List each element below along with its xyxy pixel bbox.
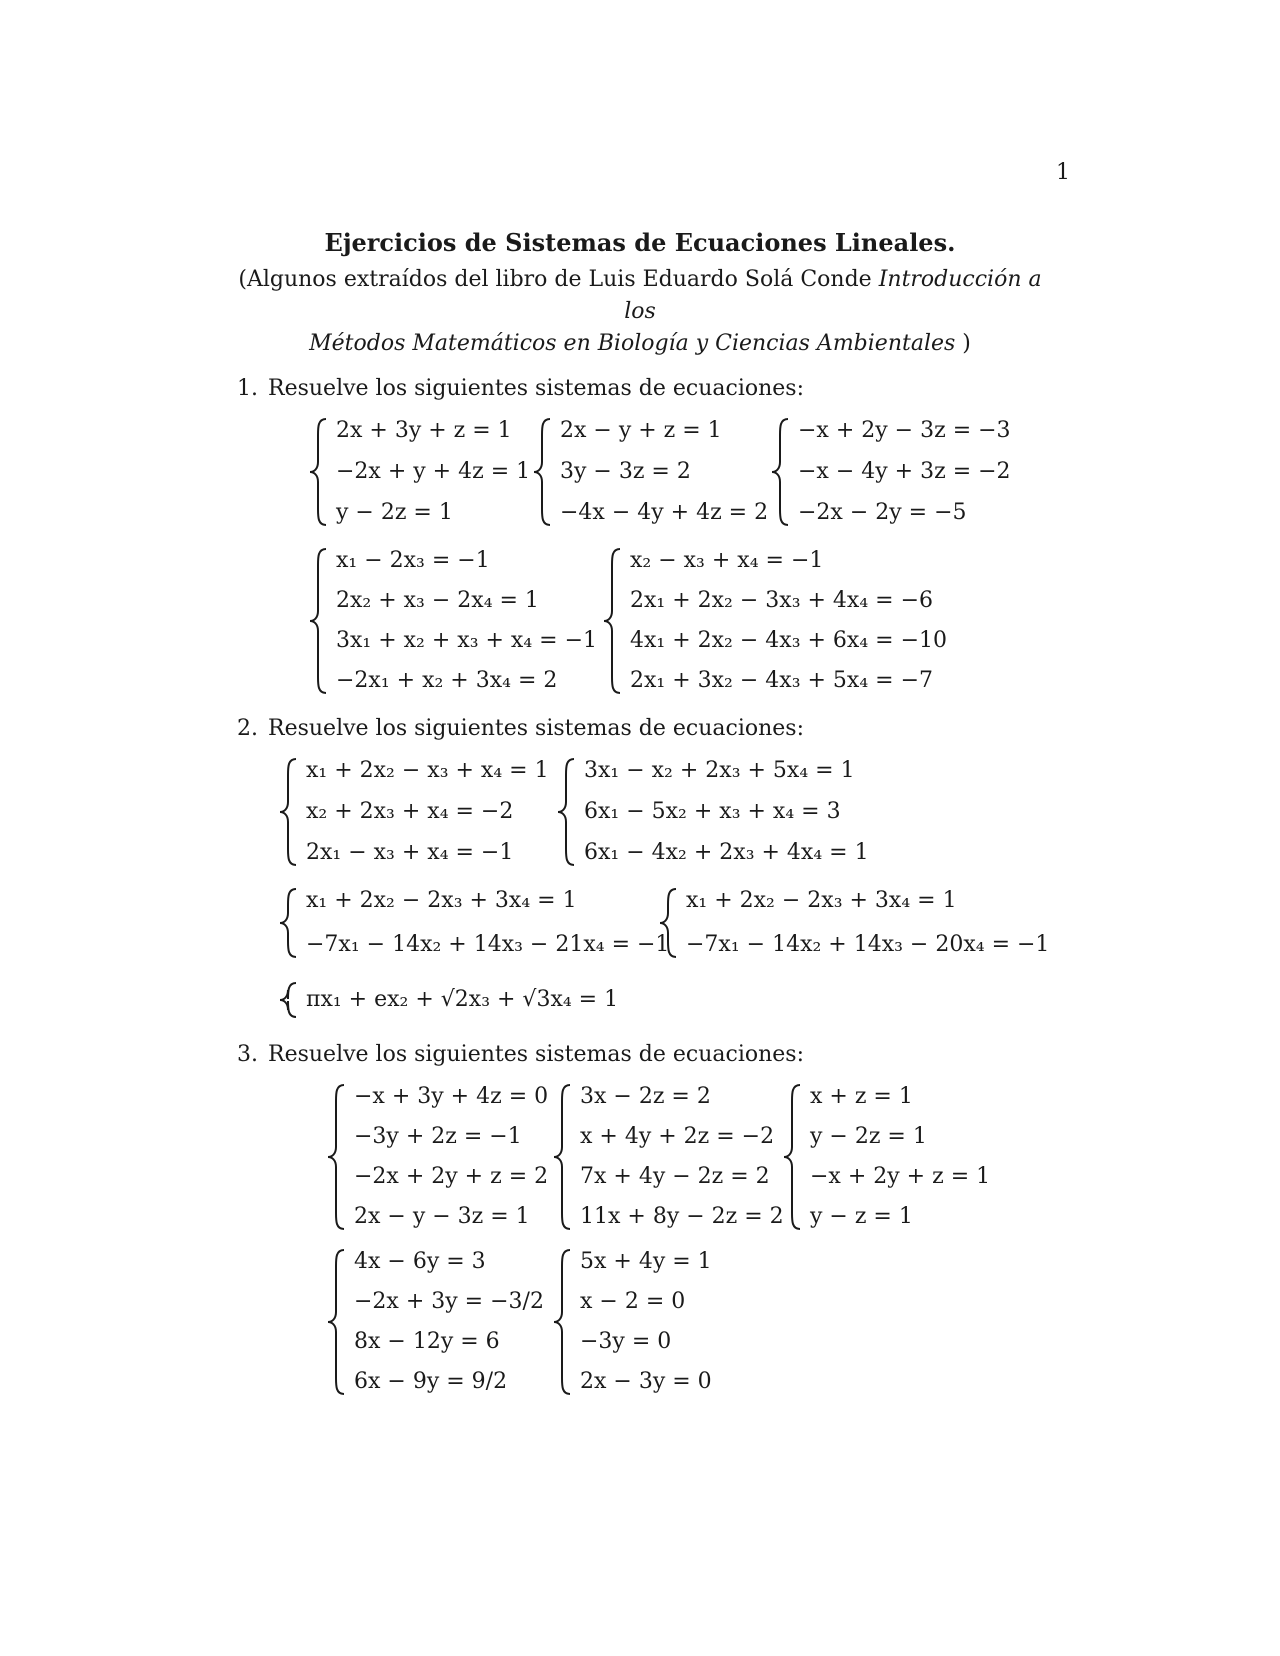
equation: x + 4y + 2z = −2 bbox=[580, 1124, 775, 1149]
equation-list bbox=[350, 1082, 548, 1232]
equation: −4x − 4y + 4z = 2 bbox=[560, 500, 769, 525]
equation-list bbox=[806, 1082, 990, 1232]
equation-list bbox=[302, 756, 549, 868]
equation-system bbox=[768, 416, 1011, 528]
equation-system bbox=[324, 1247, 544, 1397]
left-brace-icon bbox=[768, 416, 794, 528]
equation: 4x − 6y = 3 bbox=[354, 1249, 486, 1274]
exercise-number: 3. bbox=[237, 1042, 258, 1067]
equation-system bbox=[276, 756, 549, 868]
equation: 6x − 9y = 9/2 bbox=[354, 1369, 508, 1394]
equation: −7x₁ − 14x₂ + 14x₃ − 21x₄ = −1 bbox=[306, 932, 670, 957]
equation-list bbox=[576, 1082, 784, 1232]
equation: −3y + 2z = −1 bbox=[354, 1124, 522, 1149]
exercise-number: 1. bbox=[237, 376, 258, 401]
equation: −7x₁ − 14x₂ + 14x₃ − 20x₄ = −1 bbox=[686, 932, 1050, 957]
equation-system bbox=[530, 416, 768, 528]
equation: 3x₁ + x₂ + x₃ + x₄ = −1 bbox=[336, 628, 598, 653]
exercise-3-heading bbox=[237, 1042, 804, 1067]
equation: −x + 3y + 4z = 0 bbox=[354, 1084, 549, 1109]
equation: y − 2z = 1 bbox=[336, 500, 453, 525]
equation-system bbox=[780, 1082, 990, 1232]
equation: x − 2 = 0 bbox=[580, 1289, 686, 1314]
equation: 2x₁ − x₃ + x₄ = −1 bbox=[306, 840, 514, 865]
exercise-prompt: Resuelve los siguientes sistemas de ecuaciones: bbox=[268, 1042, 805, 1067]
left-brace-icon bbox=[276, 756, 302, 868]
equation-system bbox=[550, 1082, 784, 1232]
equation: 3x₁ − x₂ + 2x₃ + 5x₄ = 1 bbox=[584, 758, 855, 783]
equation: 6x₁ − 4x₂ + 2x₃ + 4x₄ = 1 bbox=[584, 840, 869, 865]
equation-system bbox=[600, 546, 947, 696]
equation: −2x₁ + x₂ + 3x₄ = 2 bbox=[336, 668, 558, 693]
equation: −2x − 2y = −5 bbox=[798, 500, 967, 525]
left-brace-icon bbox=[306, 416, 332, 528]
equation: −2x + 3y = −3/2 bbox=[354, 1289, 544, 1314]
equation: y − 2z = 1 bbox=[810, 1124, 927, 1149]
equation: 2x₁ + 3x₂ − 4x₃ + 5x₄ = −7 bbox=[630, 668, 934, 693]
equation-system bbox=[276, 886, 669, 960]
exercise-prompt: Resuelve los siguientes sistemas de ecuaciones: bbox=[268, 716, 805, 741]
left-brace-icon bbox=[550, 1247, 576, 1397]
left-brace-icon bbox=[324, 1247, 350, 1397]
equation-list bbox=[580, 756, 869, 868]
page-number: 1 bbox=[1056, 160, 1070, 185]
equation-list bbox=[332, 546, 597, 696]
left-brace-icon bbox=[306, 546, 332, 696]
equation: x₁ + 2x₂ − 2x₃ + 3x₄ = 1 bbox=[306, 888, 577, 913]
equation: πx₁ + ex₂ + √2x₃ + √3x₄ = 1 bbox=[306, 987, 619, 1012]
left-brace-icon bbox=[324, 1082, 350, 1232]
equation: −x − 4y + 3z = −2 bbox=[798, 459, 1011, 484]
equation-list bbox=[682, 886, 1049, 960]
left-brace-icon bbox=[554, 756, 580, 868]
page-title: Ejercicios de Sistemas de Ecuaciones Lineales. bbox=[324, 228, 956, 257]
equation-system bbox=[324, 1082, 548, 1232]
equation: x₁ + 2x₂ − 2x₃ + 3x₄ = 1 bbox=[686, 888, 957, 913]
left-brace-icon bbox=[276, 980, 302, 1020]
equation-list bbox=[576, 1247, 712, 1397]
left-brace-icon bbox=[550, 1082, 576, 1232]
equation: x₁ − 2x₃ = −1 bbox=[336, 548, 490, 573]
equation-list bbox=[302, 886, 669, 960]
exercise-2-heading bbox=[237, 716, 804, 741]
subtitle bbox=[230, 264, 1050, 360]
equation: −3y = 0 bbox=[580, 1329, 672, 1354]
equation: x + z = 1 bbox=[810, 1084, 913, 1109]
equation-system bbox=[306, 546, 597, 696]
book-title-line-2: Métodos Matemáticos en Biología y Ciencias Ambientales bbox=[309, 331, 956, 356]
equation: −x + 2y − 3z = −3 bbox=[798, 418, 1011, 443]
left-brace-icon bbox=[656, 886, 682, 960]
equation-list bbox=[350, 1247, 544, 1397]
equation: −2x + y + 4z = 1 bbox=[336, 459, 531, 484]
equation: 2x₂ + x₃ − 2x₄ = 1 bbox=[336, 588, 539, 613]
equation: 11x + 8y − 2z = 2 bbox=[580, 1204, 784, 1229]
equation: 3x − 2z = 2 bbox=[580, 1084, 711, 1109]
equation: x₂ − x₃ + x₄ = −1 bbox=[630, 548, 824, 573]
equation: 2x + 3y + z = 1 bbox=[336, 418, 512, 443]
equation-list bbox=[332, 416, 530, 528]
equation: −x + 2y + z = 1 bbox=[810, 1164, 991, 1189]
exercise-1-heading bbox=[237, 376, 804, 401]
equation-system bbox=[550, 1247, 712, 1397]
equation-list bbox=[626, 546, 947, 696]
left-brace-icon bbox=[530, 416, 556, 528]
equation: 4x₁ + 2x₂ − 4x₃ + 6x₄ = −10 bbox=[630, 628, 948, 653]
equation: x₂ + 2x₃ + x₄ = −2 bbox=[306, 799, 514, 824]
exercise-number: 2. bbox=[237, 716, 258, 741]
equation-list bbox=[302, 980, 618, 1020]
equation: 2x − 3y = 0 bbox=[580, 1369, 712, 1394]
equation-list bbox=[794, 416, 1011, 528]
equation-system bbox=[554, 756, 869, 868]
equation: 3y − 3z = 2 bbox=[560, 459, 691, 484]
equation: 2x₁ + 2x₂ − 3x₃ + 4x₄ = −6 bbox=[630, 588, 934, 613]
equation-list bbox=[556, 416, 768, 528]
equation-system bbox=[306, 416, 530, 528]
subtitle-suffix: ) bbox=[962, 331, 971, 356]
equation-system bbox=[276, 980, 618, 1020]
equation: 8x − 12y = 6 bbox=[354, 1329, 500, 1354]
book-title-line-1: Introducción a los bbox=[624, 267, 1042, 324]
equation: 7x + 4y − 2z = 2 bbox=[580, 1164, 770, 1189]
equation: x₁ + 2x₂ − x₃ + x₄ = 1 bbox=[306, 758, 549, 783]
subtitle-prefix: (Algunos extraídos del libro de Luis Eduardo Solá Conde bbox=[238, 267, 872, 292]
equation: y − z = 1 bbox=[810, 1204, 913, 1229]
equation: 2x − y + z = 1 bbox=[560, 418, 722, 443]
equation: 5x + 4y = 1 bbox=[580, 1249, 712, 1274]
equation-system bbox=[656, 886, 1049, 960]
equation: 2x − y − 3z = 1 bbox=[354, 1204, 530, 1229]
exercise-prompt: Resuelve los siguientes sistemas de ecuaciones: bbox=[268, 376, 805, 401]
left-brace-icon bbox=[600, 546, 626, 696]
equation: −2x + 2y + z = 2 bbox=[354, 1164, 549, 1189]
left-brace-icon bbox=[780, 1082, 806, 1232]
left-brace-icon bbox=[276, 886, 302, 960]
equation: 6x₁ − 5x₂ + x₃ + x₄ = 3 bbox=[584, 799, 841, 824]
